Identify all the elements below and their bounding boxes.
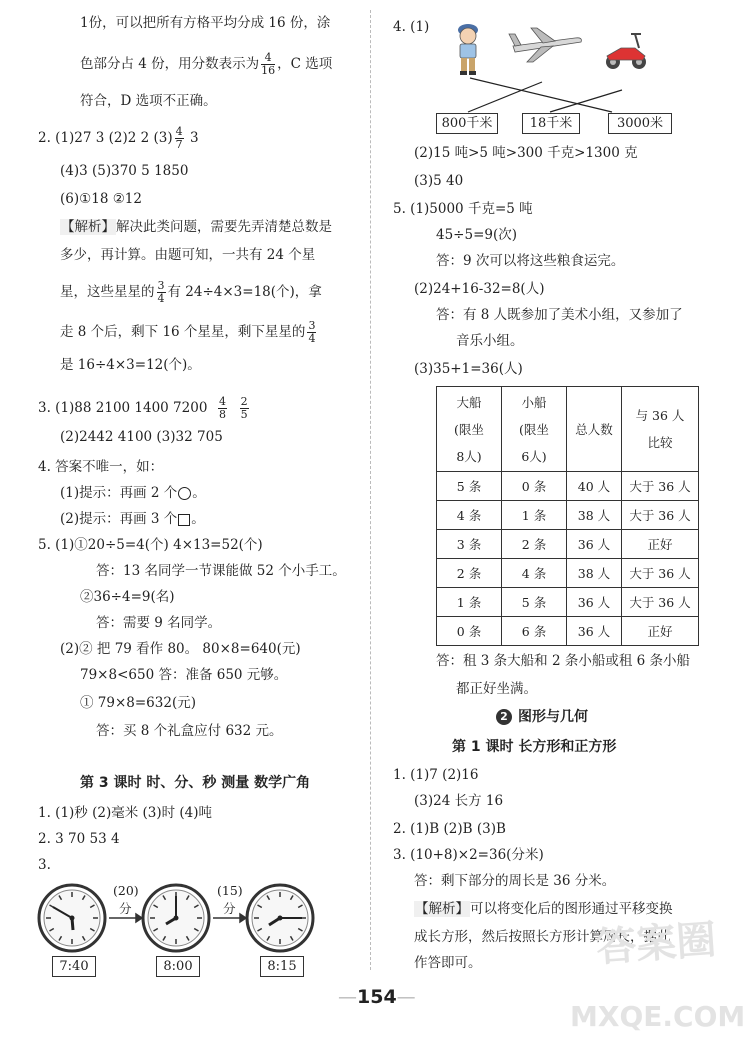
analysis-line-4: 走 8 个后，剩下 16 个星星，剩下星星的 $\frac{3}{4}$	[60, 319, 316, 345]
table-row: 1 条 5 条 36 人 大于 36 人	[437, 588, 699, 617]
q5-line-2: 答：13 名同学一节课能做 52 个小手工。	[96, 563, 346, 579]
fraction-2-5: $\frac{2}{5}$	[240, 395, 248, 421]
clock-2	[143, 885, 209, 951]
geo-analysis-tag: 【解析】	[415, 901, 469, 917]
airplane-icon	[509, 28, 581, 62]
r-q5-line-1: 5. (1)5000 千克=5 吨	[393, 201, 533, 217]
geo-analysis-line-2: 成长方形，然后按照长方形计算周长，据此	[414, 929, 671, 945]
table-row: 4 条 1 条 38 人 大于 36 人	[437, 501, 699, 530]
clock-1-time: 7:40	[52, 956, 96, 977]
fraction-4-7: $\frac{4}{7}$	[175, 125, 183, 151]
geo-answer: 答：剩下部分的周长是 36 分米。	[414, 873, 616, 889]
q4-line-1: 4. 答案不唯一，如：	[38, 459, 164, 475]
q5-line-8: 答：买 8 个礼盒应付 632 元。	[96, 723, 283, 739]
q2-line-2: (4)3 (5)370 5 1850	[60, 163, 189, 179]
arrow-2-unit: 分	[223, 901, 236, 916]
table-row: 3 条 2 条 36 人 正好	[437, 530, 699, 559]
analysis-line-5: 是 16÷4×3=12(个)。	[60, 357, 201, 373]
q3-line-1: 3. (1)88 2100 1400 7200 $\frac{4}{8}$ $\frac{2}{5}$	[38, 395, 248, 421]
q3-line-2: (2)2442 4100 (3)32 705	[60, 429, 223, 445]
arrow-2-value: (15)	[217, 883, 243, 898]
boat-answer-2: 都正好坐满。	[456, 681, 537, 697]
square-shape	[178, 514, 190, 526]
boat-table	[436, 386, 699, 646]
q5-line-5: (2)② 把 79 看作 80。 80×8=640(元)	[60, 641, 301, 657]
header-compare: 与 36 人 比较	[622, 387, 699, 472]
geo-q3: 3. (10+8)×2=36(分米)	[393, 847, 544, 863]
left-line-1: 1份，可以把所有方格平均分成 16 份，涂	[80, 15, 331, 31]
q2-line-3: (6)①18 ②12	[60, 191, 142, 207]
distance-box-3: 3000米	[608, 113, 672, 134]
clock-3-time: 8:15	[260, 956, 304, 977]
column-divider	[370, 10, 371, 970]
q4-line-3: (2)提示：再画 3 个 。	[60, 511, 205, 527]
section-title: 2 图形与几何	[496, 708, 588, 726]
r-q4-line-2: (2)15 吨>5 吨>300 千克>1300 克	[414, 145, 638, 161]
r-q4-label: 4. (1)	[393, 19, 430, 35]
lesson3-q2: 2. 3 70 53 4	[38, 831, 120, 847]
clock-1	[39, 885, 105, 951]
section-number-badge: 2	[496, 709, 512, 725]
q5-line-3: ②36÷4=9(名)	[80, 589, 175, 605]
clock-2-time: 8:00	[156, 956, 200, 977]
q5-line-1: 5. (1)①20÷5=4(个) 4×13=52(个)	[38, 537, 263, 553]
fraction-4-16: $\frac{4}{16}$	[261, 51, 276, 77]
q4-line-2: (1)提示：再画 2 个 。	[60, 485, 206, 501]
match-pictures	[440, 18, 660, 80]
boat-answer-1: 答：租 3 条大船和 2 条小船或租 6 条小船	[436, 653, 691, 669]
watermark-url: MXQE.COM	[570, 1000, 746, 1033]
geo-analysis-line-3: 作答即可。	[414, 955, 482, 971]
boy-icon	[458, 24, 478, 75]
fraction-4-8: $\frac{4}{8}$	[219, 395, 227, 421]
header-total: 总人数	[567, 387, 622, 472]
left-line-2	[80, 52, 332, 77]
analysis-line-3: 星，这些星星的 $\frac{3}{4}$ 有 24÷4×3=18(个)，拿	[60, 279, 322, 305]
matching-lines	[430, 72, 660, 114]
analysis-tag: 【解析】	[61, 219, 115, 235]
distance-box-1: 800千米	[436, 113, 498, 134]
header-big-boat: 大船 (限坐 8人)	[437, 387, 502, 472]
page-number: —154—	[338, 986, 416, 1008]
fraction-3-4-a: $\frac{3}{4}$	[157, 279, 165, 305]
table-row: 2 条 4 条 38 人 大于 36 人	[437, 559, 699, 588]
left-line-2a: 色部分占 4 份，用分数表示为	[80, 56, 260, 72]
left-line-2b: ，C 选项	[277, 56, 333, 72]
circle-shape	[178, 487, 191, 500]
fraction-3-4-b: $\frac{3}{4}$	[308, 319, 316, 345]
q5-line-7: ① 79×8=632(元)	[80, 695, 196, 711]
arrow-1-unit: 分	[119, 901, 132, 916]
r-q5-line-4: (2)24+16-32=8(人)	[414, 281, 545, 297]
r-q4-line-3: (3)5 40	[414, 173, 464, 189]
lesson-3-title: 第 3 课时 时、分、秒 测量 数学广角	[80, 775, 311, 791]
scooter-icon	[606, 34, 646, 69]
r-q5-line-6: 音乐小组。	[456, 333, 524, 349]
analysis-line-2: 多少，再计算。由题可知，一共有 24 个星	[60, 247, 316, 263]
geo-analysis-line-1: 【解析】可以将变化后的图形通过平移变换	[415, 901, 673, 917]
table-row: 0 条 6 条 36 人 正好	[437, 617, 699, 646]
lesson-1-title: 第 1 课时 长方形和正方形	[452, 739, 617, 755]
r-q5-line-7: (3)35+1=36(人)	[414, 361, 523, 377]
q5-line-6: 79×8<650 答：准备 650 元够。	[80, 667, 288, 683]
q5-line-4: 答：需要 9 名同学。	[96, 615, 222, 631]
arrow-1-value: (20)	[113, 883, 139, 898]
distance-box-2: 18千米	[522, 113, 580, 134]
geo-q1-line-2: (3)24 长方 16	[414, 793, 504, 809]
table-row: 5 条 0 条 40 人 大于 36 人	[437, 472, 699, 501]
r-q5-line-3: 答：9 次可以将这些粮食运完。	[436, 253, 625, 269]
analysis-line-1: 【解析】解决此类问题，需要先弄清楚总数是	[61, 219, 332, 235]
lesson3-q3: 3.	[38, 857, 51, 873]
lesson3-q1: 1. (1)秒 (2)毫米 (3)时 (4)吨	[38, 805, 213, 821]
watermark-logo: 答案圈	[594, 916, 718, 972]
r-q5-line-5: 答：有 8 人既参加了美术小组，又参加了	[436, 307, 683, 323]
table-header-row	[437, 387, 699, 472]
clock-3	[247, 885, 313, 951]
header-small-boat: 小船 (限坐 6人)	[502, 387, 567, 472]
geo-q2: 2. (1)B (2)B (3)B	[393, 821, 506, 837]
q2-line-1: 2. (1)27 3 (2)2 2 (3) $\frac{4}{7}$ 3	[38, 125, 199, 151]
r-q5-line-2: 45÷5=9(次)	[436, 227, 518, 243]
left-line-3: 符合，D 选项不正确。	[80, 93, 217, 109]
geo-q1-line-1: 1. (1)7 (2)16	[393, 767, 479, 783]
